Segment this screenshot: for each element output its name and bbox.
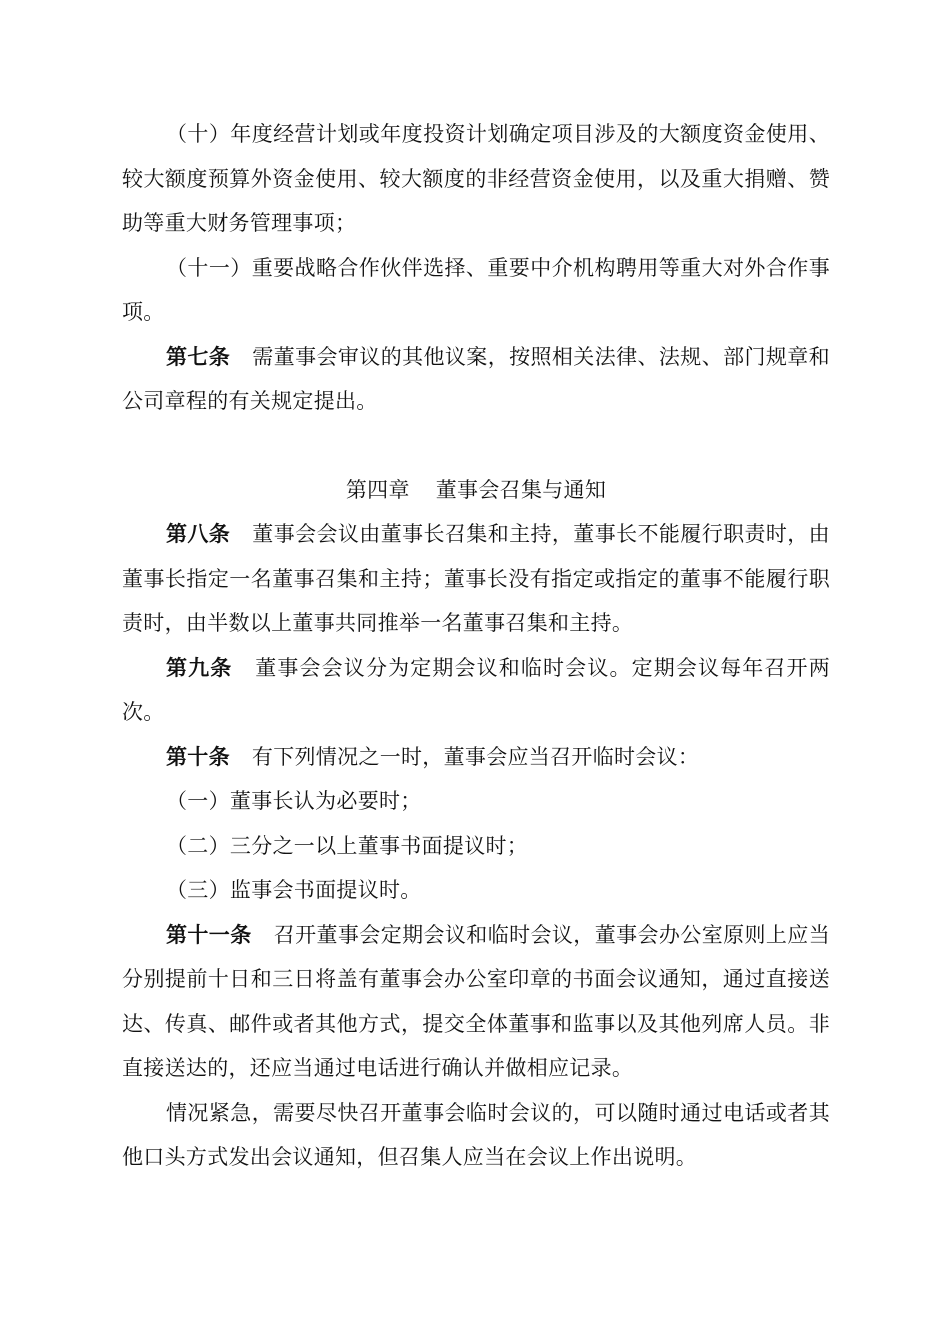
list-item-10: （十）年度经营计划或年度投资计划确定项目涉及的大额度资金使用、较大额度预算外资金使用、较大额度的非经营资金使用，以及重大捐赠、赞助等重大财务管理事项； bbox=[122, 122, 830, 235]
article-7-text: 需董事会审议的其他议案，按照相关法律、法规、部门规章和公司章程的有关规定提出。 bbox=[122, 344, 830, 413]
chapter-heading bbox=[122, 468, 830, 513]
article-11-text: 召开董事会定期会议和临时会议，董事会办公室原则上应当分别提前十日和三日将盖有董事会办公室印章的书面会议通知，通过直接送达、传真、邮件或者其他方式，提交全体董事和监事以及其他列席人员。非直接送达的，还应当通过电话进行确认并做相应记录。 bbox=[122, 922, 830, 1080]
article-10-item-3: （三）监事会书面提议时。 bbox=[166, 878, 422, 902]
chapter-number: 第四章 bbox=[345, 477, 410, 502]
article-8-label: 第八条 bbox=[166, 522, 231, 546]
article-9-label: 第九条 bbox=[166, 655, 233, 680]
article-10-text: 有下列情况之一时，董事会应当召开临时会议： bbox=[251, 744, 700, 769]
list-item-11: （十一）重要战略合作伙伴选择、重要中介机构聘用等重大对外合作事项。 bbox=[122, 255, 830, 324]
article-11-label: 第十一条 bbox=[166, 922, 252, 947]
article-9-text: 董事会会议分为定期会议和临时会议。定期会议每年召开两次。 bbox=[122, 655, 830, 724]
article-10-item-1: （一）董事长认为必要时； bbox=[166, 789, 422, 813]
closing-paragraph: 情况紧急，需要尽快召开董事会临时会议的，可以随时通过电话或者其他口头方式发出会议通知，但召集人应当在会议上作出说明。 bbox=[122, 1100, 830, 1169]
article-7 bbox=[122, 335, 830, 424]
article-10 bbox=[122, 735, 830, 780]
article-7-label: 第七条 bbox=[166, 344, 231, 369]
article-8 bbox=[122, 512, 830, 646]
document-body bbox=[122, 112, 830, 1180]
article-9 bbox=[122, 646, 830, 735]
chapter-title: 董事会召集与通知 bbox=[435, 477, 607, 502]
article-10-item-2: （二）三分之一以上董事书面提议时； bbox=[166, 833, 529, 858]
article-11 bbox=[122, 913, 830, 1091]
article-8-text: 董事会会议由董事长召集和主持，董事长不能履行职责时，由董事长指定一名董事召集和主持；董事长没有指定或指定的董事不能履行职责时，由半数以上董事共同推举一名董事召集和主持。 bbox=[122, 522, 830, 635]
article-10-label: 第十条 bbox=[166, 744, 230, 769]
